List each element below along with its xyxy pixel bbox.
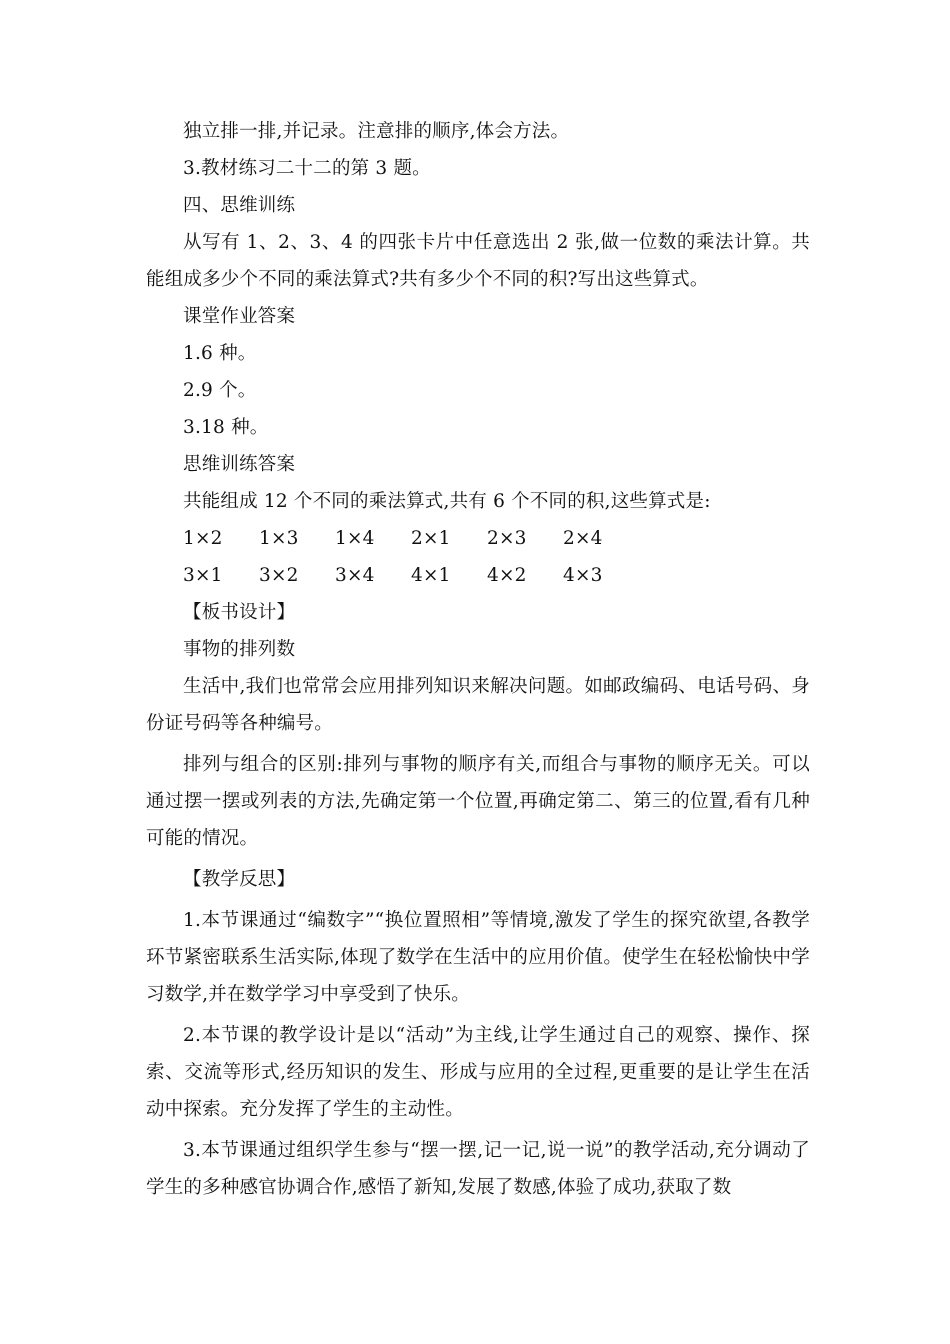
heading-thinking-answers: 思维训练答案 — [183, 454, 296, 475]
answer-2: 2.9 个。 — [183, 380, 257, 401]
paragraph-thinking-problem: 从写有 1、2、3、4 的四张卡片中任意选出 2 张,做一位数的乘法计算。共能组成多少个不同的乘法算式?共有多少个不同的积?写出这些算式。 — [146, 232, 810, 290]
board-title: 事物的排列数 — [183, 639, 296, 660]
equation: 3×4 — [335, 565, 375, 586]
reflection-paragraph-2: 2.本节课的教学设计是以“活动”为主线,让学生通过自己的观察、操作、探索、交流等形式,经历知识的发生、形成与应用的全过程,更重要的是让学生在活动中探索。充分发挥了学生的主动性。 — [146, 1025, 810, 1120]
answer-3: 3.18 种。 — [183, 417, 269, 438]
equation: 4×1 — [411, 565, 451, 586]
reflection-paragraph-1: 1.本节课通过“编数字”“换位置照相”等情境,激发了学生的探究欲望,各教学环节紧密联系生活实际,体现了数学在生活中的应用价值。使学生在轻松愉快中学习数学,并在数学学习中享受到了快乐。 — [146, 910, 810, 1005]
equation: 2×1 — [411, 528, 451, 549]
paragraph-arrange-instruction: 独立排一排,并记录。注意排的顺序,体会方法。 — [183, 121, 570, 142]
equation: 1×2 — [183, 528, 223, 549]
equations-row-1 — [146, 520, 810, 557]
equation: 2×3 — [487, 528, 527, 549]
equations-row-2 — [146, 557, 810, 594]
equation: 4×2 — [487, 565, 527, 586]
equation: 3×2 — [259, 565, 299, 586]
answer-1: 1.6 种。 — [183, 343, 257, 364]
board-paragraph-2: 排列与组合的区别:排列与事物的顺序有关,而组合与事物的顺序无关。可以通过摆一摆或列表的方法,先确定第一个位置,再确定第二、第三的位置,看有几种可能的情况。 — [146, 754, 810, 849]
heading-teaching-reflection: 【教学反思】 — [183, 869, 296, 890]
heading-classwork-answers: 课堂作业答案 — [183, 306, 296, 327]
equation: 4×3 — [563, 565, 603, 586]
heading-board-design: 【板书设计】 — [183, 602, 296, 623]
equation: 1×4 — [335, 528, 375, 549]
board-paragraph-1: 生活中,我们也常常会应用排列知识来解决问题。如邮政编码、电话号码、身份证号码等各种编号。 — [146, 676, 810, 734]
equation: 2×4 — [563, 528, 603, 549]
equation: 3×1 — [183, 565, 223, 586]
document-body — [146, 113, 810, 1206]
equation: 1×3 — [259, 528, 299, 549]
reflection-paragraph-3: 3.本节课通过组织学生参与“摆一摆,记一记,说一说”的教学活动,充分调动了学生的多种感官协调合作,感悟了新知,发展了数感,体验了成功,获取了数 — [146, 1140, 810, 1198]
heading-thinking-training: 四、思维训练 — [183, 195, 296, 216]
paragraph-thinking-answer: 共能组成 12 个不同的乘法算式,共有 6 个不同的积,这些算式是: — [183, 491, 711, 512]
paragraph-exercise-3: 3.教材练习二十二的第 3 题。 — [183, 158, 431, 179]
